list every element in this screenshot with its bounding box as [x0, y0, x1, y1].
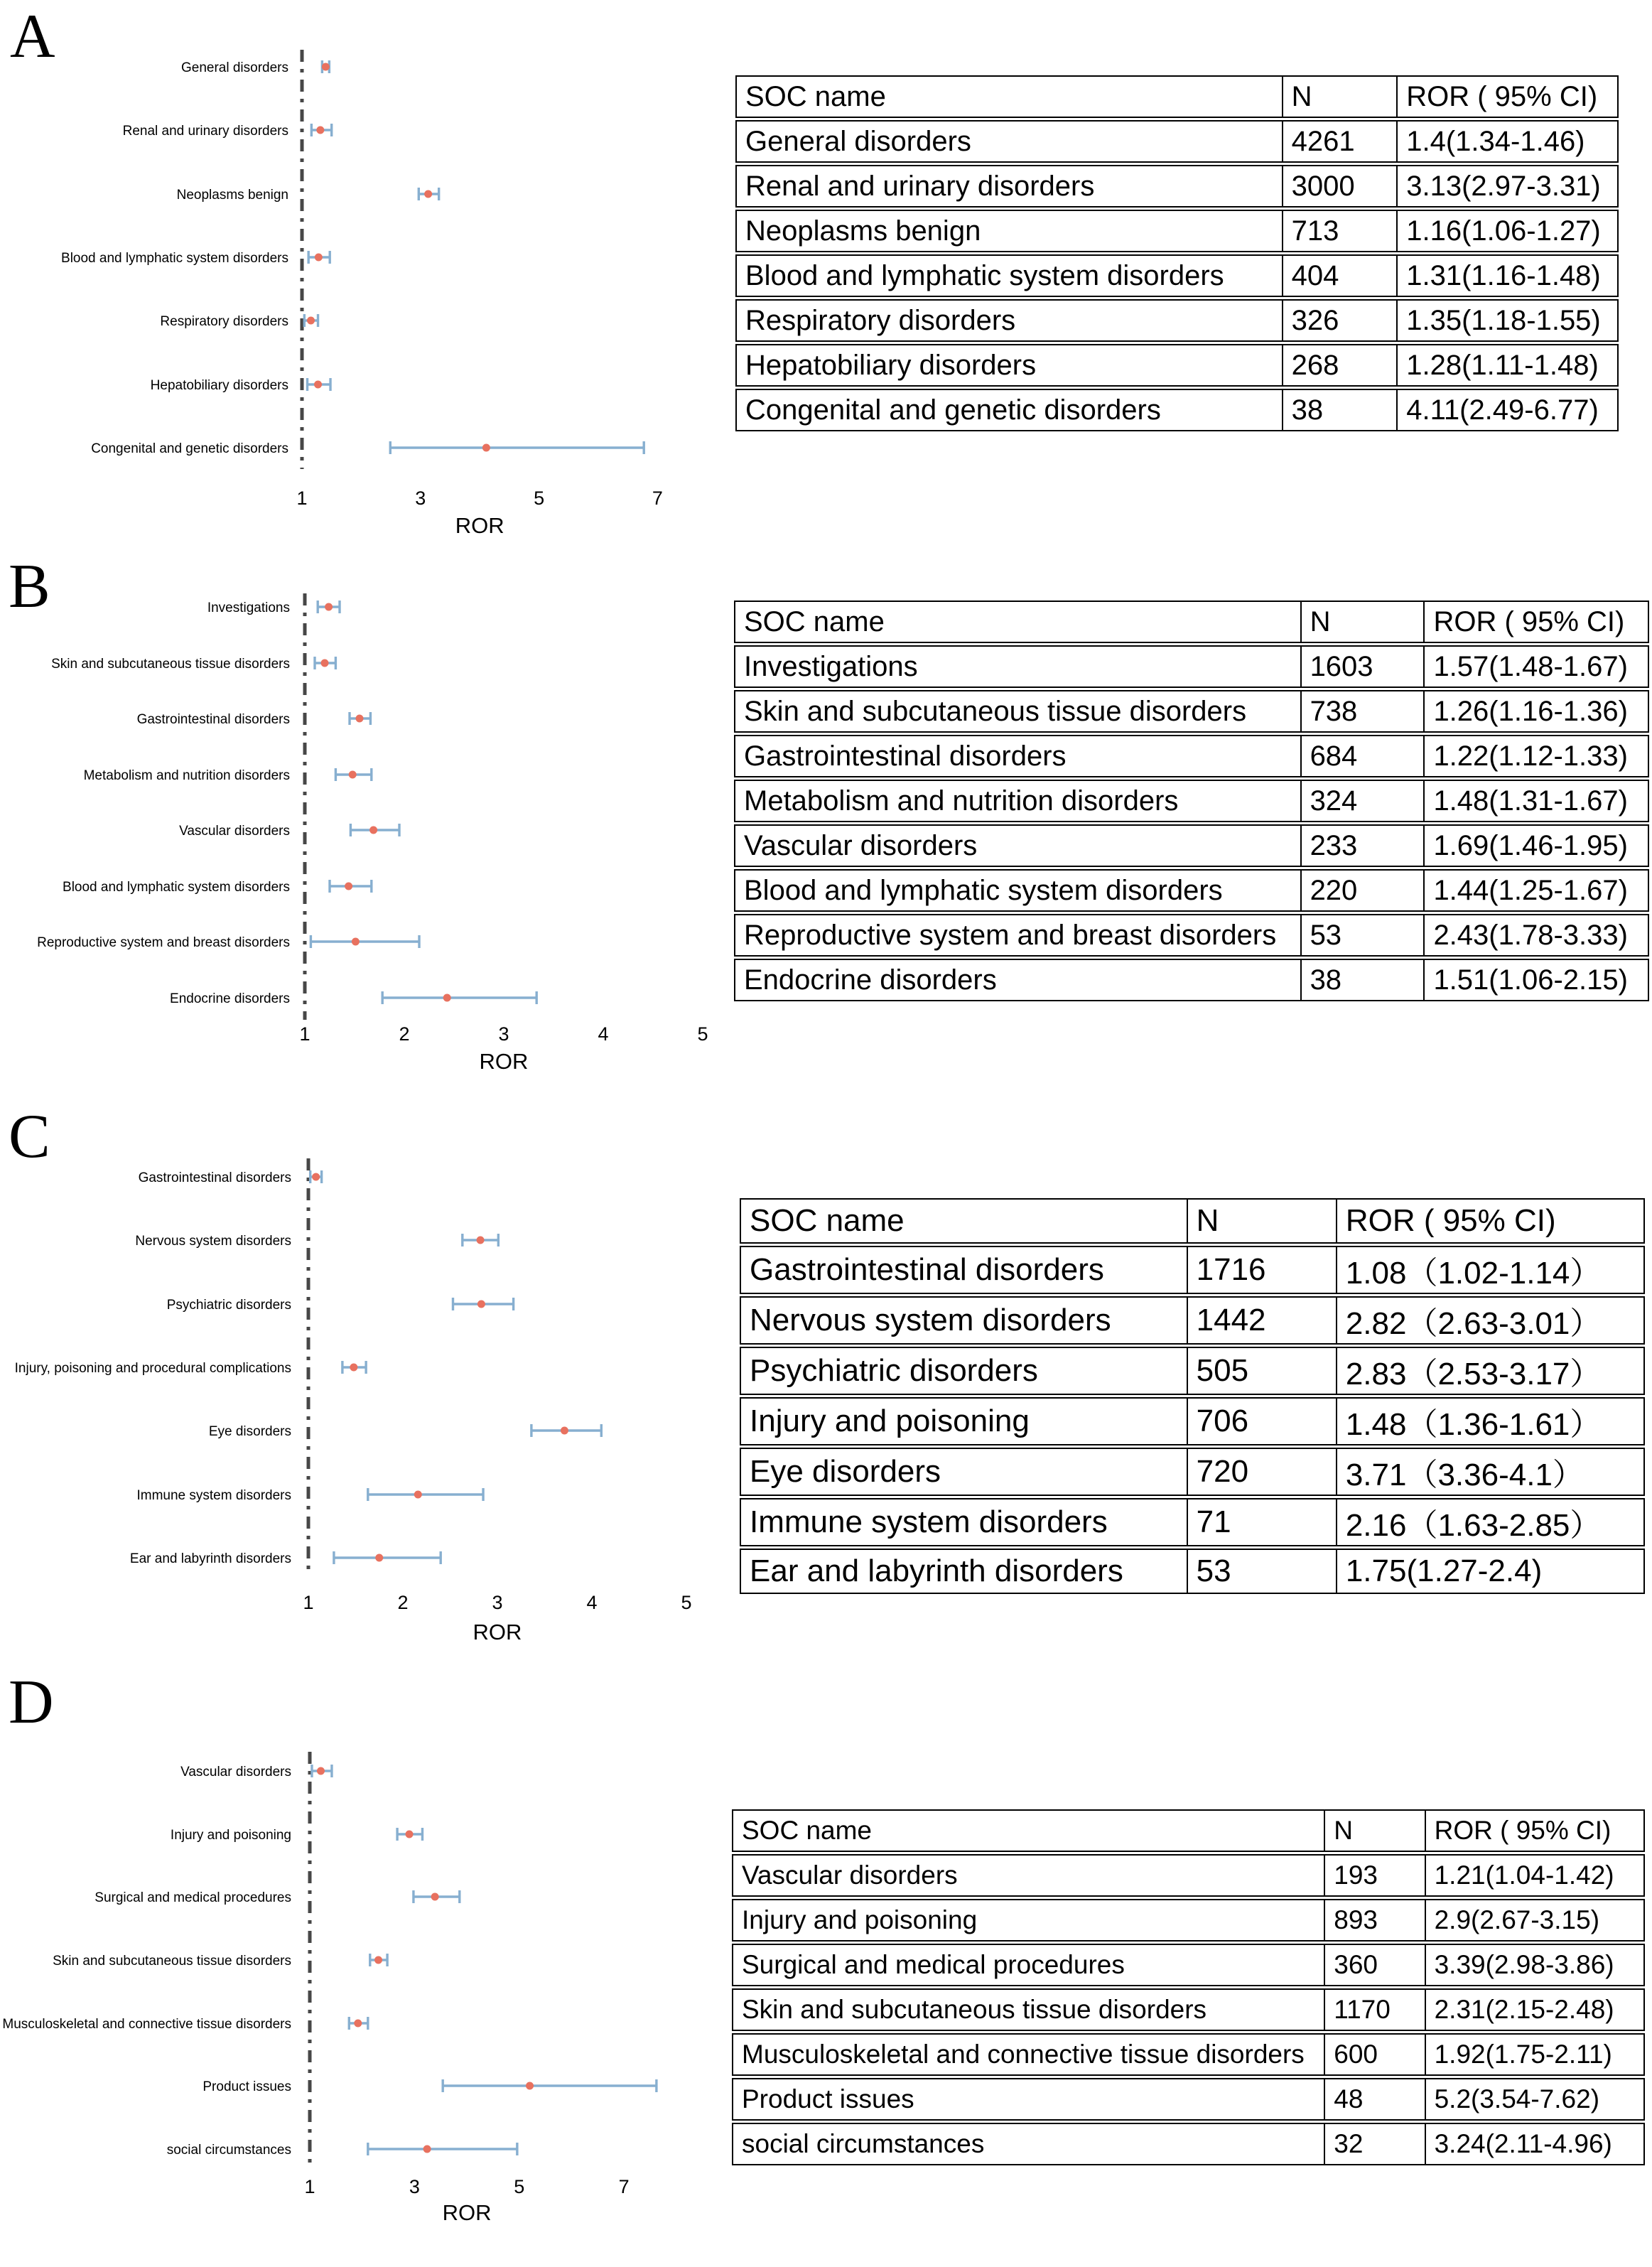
ror-ci-cell: 1.75(1.27-2.4) [1337, 1549, 1645, 1594]
point-estimate-dot [356, 715, 364, 723]
soc-name-cell: Investigations [734, 645, 1302, 688]
table-row [740, 1246, 1645, 1294]
forest-row-label: Surgical and medical procedures [95, 1890, 291, 1905]
x-axis-title: ROR [473, 1620, 522, 1644]
table-row [735, 299, 1619, 342]
panel-d-table [732, 1807, 1645, 2168]
forest-row-label: Psychiatric disorders [166, 1298, 291, 1313]
table-row [735, 389, 1619, 431]
x-axis-tick: 1 [299, 1023, 311, 1045]
point-estimate-dot [316, 126, 324, 134]
ror-ci-cell: 1.16(1.06-1.27) [1398, 210, 1619, 252]
ror-ci-cell: 1.21(1.04-1.42) [1426, 1854, 1645, 1897]
n-cell: 71 [1188, 1498, 1337, 1546]
n-header: N [1188, 1198, 1337, 1244]
forest-row-label: Investigations [207, 601, 290, 615]
forest-row-label: Neoplasms benign [176, 188, 288, 203]
table-row [740, 1296, 1645, 1345]
panel-a-letter: A [10, 2, 55, 71]
forest-row-label: Metabolism and nutrition disorders [83, 768, 290, 783]
ror-ci-cell: 4.11(2.49-6.77) [1398, 389, 1619, 431]
point-estimate-dot [352, 938, 360, 946]
forest-row-label: Skin and subcutaneous tissue disorders [53, 1954, 291, 1969]
point-estimate-dot [314, 381, 322, 389]
table-row [735, 165, 1619, 208]
forest-row-label: Eye disorders [208, 1424, 291, 1439]
soc-name-cell: Vascular disorders [732, 1854, 1325, 1897]
panel-b-table [734, 598, 1649, 1003]
ror-ci-cell: 3.39(2.98-3.86) [1426, 1944, 1645, 1986]
soc-name-cell: Ear and labyrinth disorders [740, 1549, 1188, 1594]
point-estimate-dot [317, 1767, 325, 1775]
table-header-row [734, 601, 1649, 643]
n-cell: 53 [1302, 914, 1425, 957]
ror-ci-cell: 1.08（1.02-1.14） [1337, 1246, 1645, 1294]
point-estimate-dot [423, 2145, 431, 2153]
table-row [732, 1988, 1645, 2031]
forest-row-label: social circumstances [166, 2143, 291, 2158]
point-estimate-dot [307, 317, 315, 325]
n-cell: 600 [1325, 2033, 1425, 2076]
n-cell: 713 [1283, 210, 1398, 252]
x-axis-tick: 3 [409, 2176, 420, 2197]
point-estimate-dot [321, 659, 329, 667]
x-axis-tick: 1 [296, 488, 308, 509]
x-axis-tick: 5 [681, 1592, 692, 1613]
n-header: N [1283, 75, 1398, 118]
forest-row-label: Renal and urinary disorders [122, 124, 288, 139]
soc-name-cell: Congenital and genetic disorders [735, 389, 1283, 431]
ror-ci-cell: 1.26(1.16-1.36) [1425, 690, 1649, 733]
table-row [732, 2033, 1645, 2076]
table-row [735, 120, 1619, 163]
point-estimate-dot [374, 1956, 382, 1964]
soc-name-cell: Renal and urinary disorders [735, 165, 1283, 208]
forest-row-label: Injury and poisoning [170, 1828, 291, 1843]
soc-name-cell: Endocrine disorders [734, 959, 1302, 1001]
panel-c-table [740, 1196, 1645, 1596]
point-estimate-dot [443, 994, 451, 1002]
ror-ci-cell: 1.48(1.31-1.67) [1425, 780, 1649, 822]
forest-row-label: Congenital and genetic disorders [91, 441, 288, 456]
n-cell: 3000 [1283, 165, 1398, 208]
point-estimate-dot [414, 1491, 422, 1499]
table-row [734, 690, 1649, 733]
table-row [732, 1854, 1645, 1897]
ror-ci-cell: 2.9(2.67-3.15) [1426, 1899, 1645, 1942]
table-row [740, 1549, 1645, 1594]
x-axis-tick: 3 [492, 1592, 503, 1613]
forest-row-label: Immune system disorders [136, 1488, 291, 1503]
table-row [740, 1347, 1645, 1395]
forest-row-label: Reproductive system and breast disorders [37, 935, 290, 950]
n-cell: 220 [1302, 869, 1425, 912]
point-estimate-dot [325, 603, 333, 611]
ror-ci-cell: 1.51(1.06-2.15) [1425, 959, 1649, 1001]
forest-row-label: Nervous system disorders [135, 1234, 291, 1249]
x-axis-tick: 3 [415, 488, 426, 509]
forest-row-label: Blood and lymphatic system disorders [63, 880, 290, 895]
table-header-row [740, 1198, 1645, 1244]
n-cell: 738 [1302, 690, 1425, 733]
ror-ci-cell: 3.24(2.11-4.96) [1426, 2123, 1645, 2165]
ror-ci-cell: 1.44(1.25-1.67) [1425, 869, 1649, 912]
ror-ci-cell: 2.83（2.53-3.17） [1337, 1347, 1645, 1395]
point-estimate-dot [424, 190, 432, 198]
soc-name-cell: General disorders [735, 120, 1283, 163]
soc-name-header: SOC name [734, 601, 1302, 643]
panel-d-letter: D [9, 1668, 54, 1737]
x-axis-title: ROR [455, 513, 504, 538]
point-estimate-dot [561, 1427, 568, 1435]
table-row [734, 914, 1649, 957]
n-cell: 38 [1302, 959, 1425, 1001]
forest-row-label: Blood and lymphatic system disorders [61, 251, 288, 266]
ror-ci-cell: 1.69(1.46-1.95) [1425, 824, 1649, 867]
x-axis-tick: 7 [652, 488, 663, 509]
forest-row-label: General disorders [180, 60, 288, 75]
table-header-row [735, 75, 1619, 118]
point-estimate-dot [315, 254, 323, 262]
panel-c-letter: C [9, 1102, 50, 1171]
n-cell: 360 [1325, 1944, 1425, 1986]
n-cell: 193 [1325, 1854, 1425, 1897]
forest-row-label: Vascular disorders [180, 1765, 291, 1779]
soc-name-cell: Blood and lymphatic system disorders [735, 254, 1283, 297]
ror-ci-header: ROR ( 95% CI) [1398, 75, 1619, 118]
x-axis-tick: 4 [586, 1592, 598, 1613]
n-header: N [1325, 1809, 1425, 1852]
table-row [734, 824, 1649, 867]
ror-ci-cell: 5.2(3.54-7.62) [1426, 2078, 1645, 2121]
table-header-row [732, 1809, 1645, 1852]
ror-ci-cell: 2.16（1.63-2.85） [1337, 1498, 1645, 1546]
point-estimate-dot [482, 444, 490, 452]
ror-ci-header: ROR ( 95% CI) [1426, 1809, 1645, 1852]
n-cell: 706 [1188, 1397, 1337, 1445]
x-axis-title: ROR [479, 1049, 529, 1074]
ror-ci-cell: 2.43(1.78-3.33) [1425, 914, 1649, 957]
table-row [735, 254, 1619, 297]
point-estimate-dot [369, 826, 377, 834]
soc-name-cell: Eye disorders [740, 1448, 1188, 1496]
soc-name-cell: Metabolism and nutrition disorders [734, 780, 1302, 822]
n-cell: 48 [1325, 2078, 1425, 2121]
point-estimate-dot [322, 63, 330, 71]
n-cell: 53 [1188, 1549, 1337, 1594]
table-row [734, 959, 1649, 1001]
point-estimate-dot [477, 1237, 485, 1244]
soc-name-cell: Gastrointestinal disorders [740, 1246, 1188, 1294]
soc-name-cell: Respiratory disorders [735, 299, 1283, 342]
x-axis-tick: 5 [534, 488, 545, 509]
forest-row-label: Musculoskeletal and connective tissue disorders [2, 2017, 291, 2032]
n-cell: 32 [1325, 2123, 1425, 2165]
x-axis-title: ROR [442, 2200, 492, 2225]
point-estimate-dot [345, 883, 352, 890]
ror-ci-header: ROR ( 95% CI) [1337, 1198, 1645, 1244]
table-row [734, 645, 1649, 688]
panel-a-forest-plot [0, 0, 725, 558]
n-cell: 1716 [1188, 1246, 1337, 1294]
soc-name-cell: Reproductive system and breast disorders [734, 914, 1302, 957]
ror-ci-cell: 1.92(1.75-2.11) [1426, 2033, 1645, 2076]
n-cell: 233 [1302, 824, 1425, 867]
soc-name-header: SOC name [735, 75, 1283, 118]
soc-name-cell: Neoplasms benign [735, 210, 1283, 252]
ror-ci-cell: 1.31(1.16-1.48) [1398, 254, 1619, 297]
point-estimate-dot [312, 1173, 320, 1181]
n-cell: 893 [1325, 1899, 1425, 1942]
forest-row-label: Injury, poisoning and procedural complications [14, 1361, 291, 1376]
table-row [732, 2078, 1645, 2121]
soc-name-header: SOC name [732, 1809, 1325, 1852]
x-axis-tick: 2 [399, 1023, 410, 1045]
forest-row-label: Hepatobiliary disorders [150, 378, 288, 393]
ror-ci-cell: 2.31(2.15-2.48) [1426, 1988, 1645, 2031]
ror-ci-cell: 1.35(1.18-1.55) [1398, 299, 1619, 342]
n-cell: 1170 [1325, 1988, 1425, 2031]
soc-name-cell: Injury and poisoning [740, 1397, 1188, 1445]
ror-ci-cell: 1.4(1.34-1.46) [1398, 120, 1619, 163]
point-estimate-dot [477, 1301, 485, 1308]
table-row [732, 1899, 1645, 1942]
ror-ci-cell: 1.22(1.12-1.33) [1425, 735, 1649, 777]
x-axis-tick: 2 [397, 1592, 409, 1613]
table-row [740, 1498, 1645, 1546]
soc-name-cell: Surgical and medical procedures [732, 1944, 1325, 1986]
forest-row-label: Skin and subcutaneous tissue disorders [51, 657, 290, 672]
ror-ci-cell: 1.28(1.11-1.48) [1398, 344, 1619, 387]
panel-c-forest-plot [0, 1112, 725, 1677]
n-header: N [1302, 601, 1425, 643]
soc-name-cell: Skin and subcutaneous tissue disorders [732, 1988, 1325, 2031]
ror-ci-header: ROR ( 95% CI) [1425, 601, 1649, 643]
n-cell: 38 [1283, 389, 1398, 431]
table-row [734, 869, 1649, 912]
table-row [735, 210, 1619, 252]
x-axis-tick: 7 [618, 2176, 630, 2197]
n-cell: 324 [1302, 780, 1425, 822]
table-row [734, 780, 1649, 822]
x-axis-tick: 3 [498, 1023, 509, 1045]
forest-row-label: Gastrointestinal disorders [138, 1170, 291, 1185]
soc-name-cell: Gastrointestinal disorders [734, 735, 1302, 777]
n-cell: 326 [1283, 299, 1398, 342]
soc-name-cell: Blood and lymphatic system disorders [734, 869, 1302, 912]
x-axis-tick: 5 [697, 1023, 708, 1045]
table-row [734, 735, 1649, 777]
soc-name-cell: Psychiatric disorders [740, 1347, 1188, 1395]
table-row [740, 1397, 1645, 1445]
forest-row-label: Respiratory disorders [160, 314, 288, 329]
forest-row-label: Endocrine disorders [170, 991, 290, 1006]
n-cell: 4261 [1283, 120, 1398, 163]
point-estimate-dot [526, 2082, 534, 2090]
soc-name-cell: Product issues [732, 2078, 1325, 2121]
forest-row-label: Product issues [203, 2079, 291, 2094]
n-cell: 684 [1302, 735, 1425, 777]
point-estimate-dot [354, 2020, 362, 2028]
point-estimate-dot [349, 771, 357, 779]
point-estimate-dot [375, 1554, 383, 1562]
ror-ci-cell: 2.82（2.63-3.01） [1337, 1296, 1645, 1345]
panel-b-letter: B [9, 552, 50, 621]
ror-ci-cell: 3.71（3.36-4.1） [1337, 1448, 1645, 1496]
panel-b-forest-plot [0, 561, 725, 1116]
soc-name-cell: Injury and poisoning [732, 1899, 1325, 1942]
x-axis-tick: 4 [598, 1023, 609, 1045]
ror-ci-cell: 3.13(2.97-3.31) [1398, 165, 1619, 208]
x-axis-tick: 1 [303, 1592, 314, 1613]
ror-ci-cell: 1.57(1.48-1.67) [1425, 645, 1649, 688]
soc-name-cell: Nervous system disorders [740, 1296, 1188, 1345]
n-cell: 1442 [1188, 1296, 1337, 1345]
point-estimate-dot [431, 1893, 439, 1901]
panel-a-table [735, 73, 1619, 434]
table-row [732, 1944, 1645, 1986]
soc-name-cell: Immune system disorders [740, 1498, 1188, 1546]
soc-name-cell: social circumstances [732, 2123, 1325, 2165]
table-row [735, 344, 1619, 387]
soc-name-cell: Musculoskeletal and connective tissue disorders [732, 2033, 1325, 2076]
ror-ci-cell: 1.48（1.36-1.61） [1337, 1397, 1645, 1445]
n-cell: 1603 [1302, 645, 1425, 688]
n-cell: 505 [1188, 1347, 1337, 1395]
n-cell: 404 [1283, 254, 1398, 297]
forest-row-label: Vascular disorders [179, 824, 290, 839]
point-estimate-dot [406, 1831, 414, 1838]
forest-row-label: Ear and labyrinth disorders [129, 1551, 291, 1566]
n-cell: 268 [1283, 344, 1398, 387]
x-axis-tick: 1 [304, 2176, 315, 2197]
n-cell: 720 [1188, 1448, 1337, 1496]
soc-name-header: SOC name [740, 1198, 1188, 1244]
soc-name-cell: Skin and subcutaneous tissue disorders [734, 690, 1302, 733]
forest-row-label: Gastrointestinal disorders [136, 712, 290, 727]
point-estimate-dot [350, 1364, 357, 1372]
x-axis-tick: 5 [514, 2176, 525, 2197]
soc-name-cell: Vascular disorders [734, 824, 1302, 867]
table-row [740, 1448, 1645, 1496]
panel-d-forest-plot [0, 1677, 725, 2267]
soc-name-cell: Hepatobiliary disorders [735, 344, 1283, 387]
table-row [732, 2123, 1645, 2165]
